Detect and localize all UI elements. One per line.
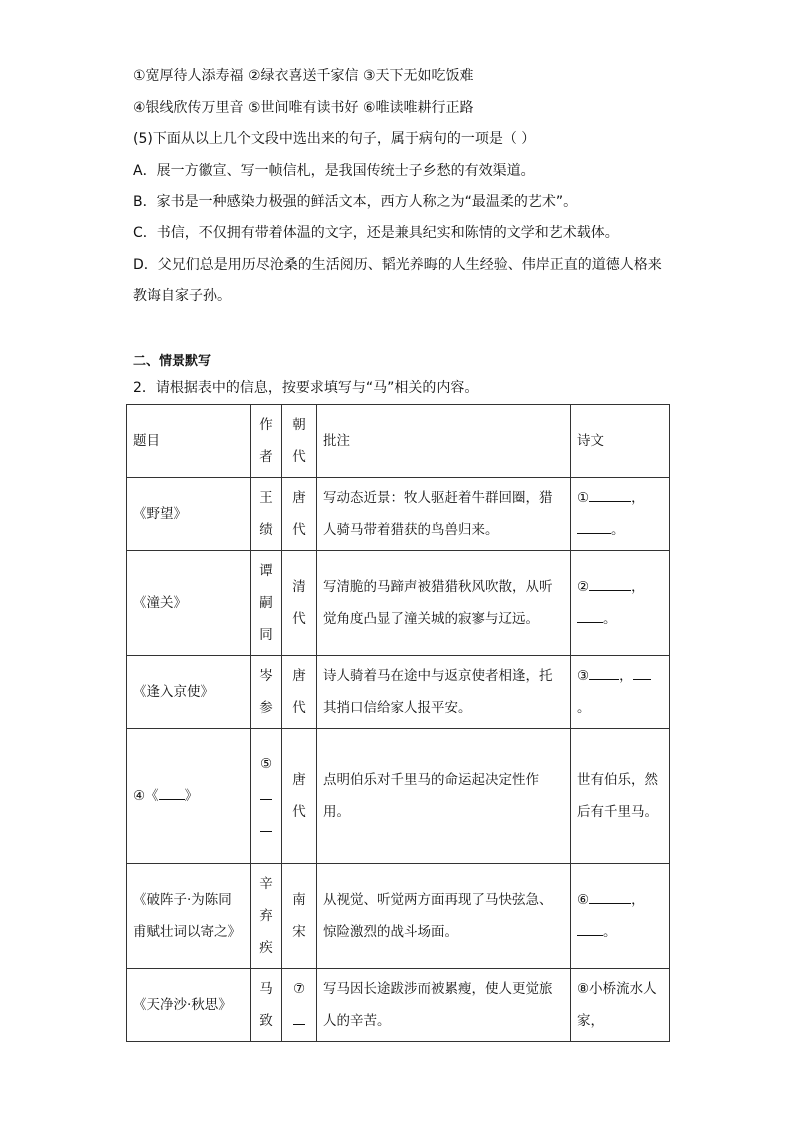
option-line-1: ①宽厚待人添寿福 ②绿衣喜送千家信 ③天下无如吃饭难	[133, 68, 474, 84]
poem-text	[571, 656, 670, 729]
answer-blank[interactable]	[260, 831, 272, 832]
poem-note: 写动态近景：牧人驱赶着牛群回圈，猎人骑马带着猎获的鸟兽归来。	[317, 478, 571, 551]
blank-number: ①	[577, 490, 590, 506]
table-row	[127, 969, 670, 1042]
blank-number: ②	[577, 579, 590, 595]
blank-number: ⑦	[292, 981, 306, 997]
comma: ，	[631, 892, 645, 908]
period: 。	[577, 700, 591, 716]
answer-blank[interactable]	[577, 533, 611, 534]
answer-blank[interactable]	[293, 1024, 305, 1025]
choice-a: A．展一方徽宣、写一帧信札，是我国传统士子乡愁的有效渠道。	[133, 163, 535, 179]
poem-author	[251, 729, 282, 864]
poem-text: 世有伯乐，然后有千里马。	[571, 729, 670, 864]
choice-b: B．家书是一种感染力极强的鲜活文本，西方人称之为“最温柔的艺术”。	[133, 194, 578, 210]
poem-dynasty: 唐代	[282, 478, 317, 551]
period: 。	[603, 611, 617, 627]
answer-blank[interactable]	[159, 799, 185, 800]
poem-title: 《破阵子·为陈同甫赋壮词以寄之》	[127, 864, 251, 969]
choice-c: C．书信，不仅拥有带着体温的文字，还是兼具纪实和陈情的文学和艺术载体。	[133, 225, 619, 241]
poem-text: ⑧小桥流水人家，	[571, 969, 670, 1042]
choice-d-continued: 教诲自家子孙。	[133, 288, 231, 304]
table-row	[127, 656, 670, 729]
poem-title	[127, 729, 251, 864]
poem-author: 王绩	[251, 478, 282, 551]
section-title: 二、情景默写	[133, 354, 212, 369]
poem-dynasty: 南宋	[282, 864, 317, 969]
comma: ，	[619, 668, 633, 684]
blank-number: ③	[577, 668, 590, 684]
poem-note: 点明伯乐对千里马的命运起决定性作用。	[317, 729, 571, 864]
header-author: 作者	[251, 405, 282, 478]
poem-author: 辛弃疾	[251, 864, 282, 969]
poem-text	[571, 864, 670, 969]
poem-title: 《逢入京使》	[127, 656, 251, 729]
blank-number: ⑤	[259, 756, 273, 772]
table-row	[127, 729, 670, 864]
poem-note: 写清脆的马蹄声被猎猎秋风吹散，从听觉角度凸显了潼关城的寂寥与辽远。	[317, 551, 571, 656]
table-header-row	[127, 405, 670, 478]
poem-author: 岑参	[251, 656, 282, 729]
poem-title: 《野望》	[127, 478, 251, 551]
poem-note: 诗人骑着马在途中与返京使者相逢，托其捎口信给家人报平安。	[317, 656, 571, 729]
answer-blank[interactable]	[633, 679, 651, 680]
answer-blank[interactable]	[577, 622, 603, 623]
poem-note: 从视觉、听觉两方面再现了马快弦急、惊险激烈的战斗场面。	[317, 864, 571, 969]
table-row	[127, 864, 670, 969]
blank-number: ⑥	[577, 892, 590, 908]
poem-author: 马致	[251, 969, 282, 1042]
comma: ，	[631, 579, 645, 595]
answer-blank[interactable]	[589, 501, 631, 502]
poem-text	[571, 551, 670, 656]
poem-dynasty	[282, 969, 317, 1042]
poem-title: 《潼关》	[127, 551, 251, 656]
option-line-2: ④银线欣传万里音 ⑤世间唯有读书好 ⑥唯读唯耕行正路	[133, 100, 474, 116]
choice-d: D．父兄们总是用历尽沧桑的生活阅历、韬光养晦的人生经验、伟岸正直的道德人格来	[133, 257, 662, 273]
poem-title: 《天净沙·秋思》	[127, 969, 251, 1042]
blank-number: ④《	[133, 788, 159, 804]
answer-blank[interactable]	[589, 679, 619, 680]
question-2: 2．请根据表中的信息，按要求填写与“马”相关的内容。	[133, 380, 479, 396]
period: 。	[603, 924, 617, 940]
poem-dynasty: 清代	[282, 551, 317, 656]
period: 。	[611, 522, 625, 538]
header-title: 题目	[127, 405, 251, 478]
header-dynasty: 朝代	[282, 405, 317, 478]
poem-dynasty: 唐代	[282, 656, 317, 729]
table-row	[127, 551, 670, 656]
header-poem: 诗文	[571, 405, 670, 478]
poem-dynasty: 唐代	[282, 729, 317, 864]
answer-blank[interactable]	[589, 590, 631, 591]
table-row	[127, 478, 670, 551]
header-note: 批注	[317, 405, 571, 478]
poem-table	[126, 404, 670, 1042]
poem-note: 写马因长途跋涉而被累瘦，使人更觉旅人的辛苦。	[317, 969, 571, 1042]
answer-blank[interactable]	[260, 799, 272, 800]
title-close: 》	[184, 788, 199, 804]
poem-author: 谭嗣同	[251, 551, 282, 656]
comma: ，	[631, 490, 645, 506]
answer-blank[interactable]	[589, 903, 631, 904]
question-5: (5)下面从以上几个文段中选出来的句子，属于病句的一项是（ ）	[133, 131, 536, 147]
answer-blank[interactable]	[577, 935, 603, 936]
poem-text	[571, 478, 670, 551]
